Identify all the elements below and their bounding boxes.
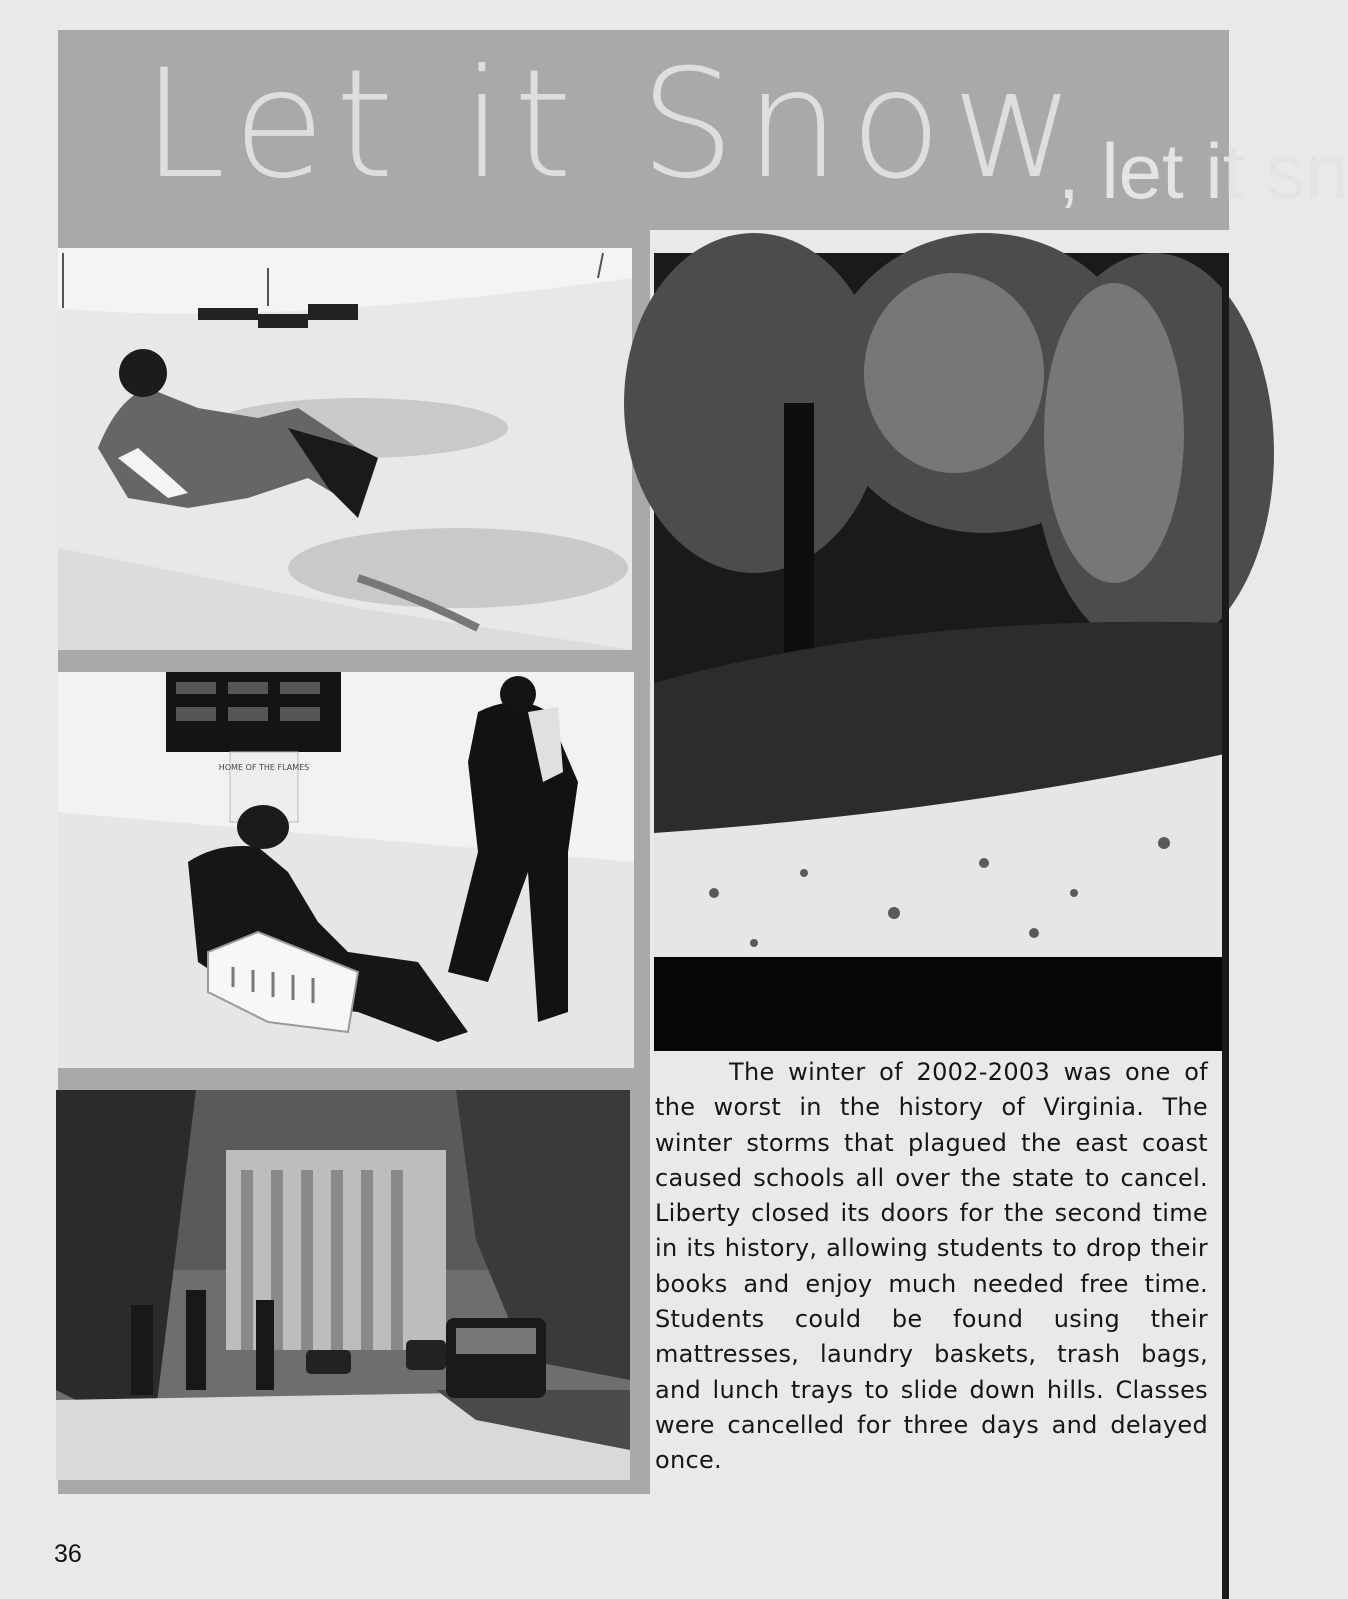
title-continuation: , let it sn	[1058, 127, 1348, 215]
photo-sledding	[58, 248, 632, 650]
photo-laundry-basket	[58, 672, 634, 1068]
title-script: Let it Snow	[142, 38, 1085, 212]
caption-bar	[654, 957, 1229, 1051]
page-number: 36	[54, 1540, 82, 1568]
photo-trees	[654, 253, 1229, 957]
title-banner	[58, 30, 1348, 230]
article-body: The winter of 2002-2003 was one of the worst in the history of Virginia. The winter storms that plagued the east coast caused schools all over the state to cancel. Liberty closed its doors for the second time in its history, allowing students to drop their books and enjoy much needed free time. Students could be found using their mattresses, laundry baskets, trash bags, and lunch trays to slide down hills. Classes were cancelled for three days and delayed once.	[655, 1058, 1208, 1475]
photo-campus-street	[56, 1090, 630, 1480]
scoreboard-sign: HOME OF THE FLAMES	[218, 763, 310, 772]
page-edge	[1222, 253, 1229, 1599]
